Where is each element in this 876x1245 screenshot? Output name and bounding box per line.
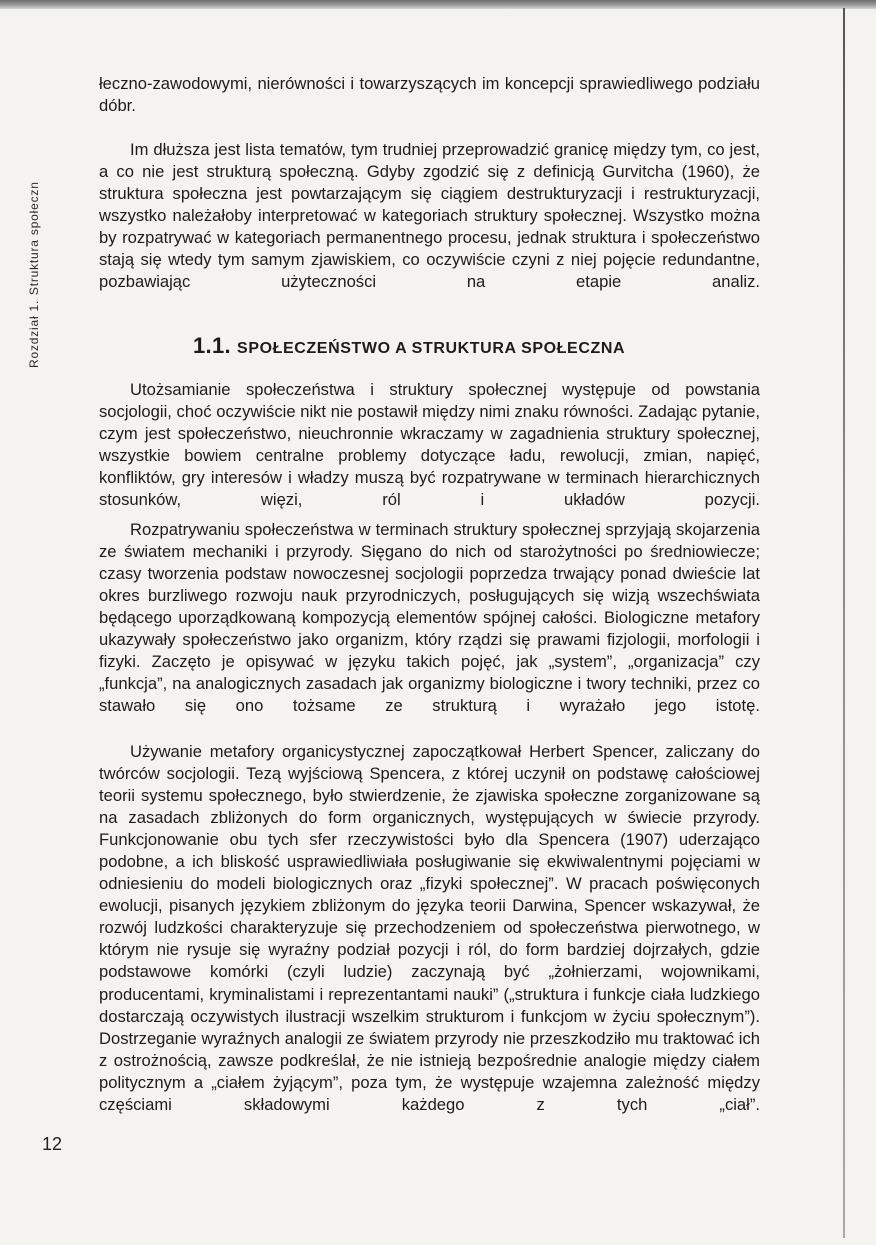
section-title: SPOŁECZEŃSTWO A STRUKTURA SPOŁECZNA bbox=[237, 340, 626, 357]
paragraph-mechanics-nature: Rozpatrywaniu społeczeństwa w terminach struktury społecznej sprzyjają skojarzenia ze światem mechaniki i przyrody. Sięgano do nich od starożytności po średniowiecze; czasy tworzenia podstaw nowoczesnej socjologii poprzedza trwający ponad dwieście lat okres burzliwego rozwoju nauk przyrodniczych, posługujących się wizją wszechświata będącego uporządkowaną kompozycją elementów spójnej całości. Biologiczne metafory ukazywały społeczeństwo jako organizm, który rządzi się prawami fizjologii, morfologii i fizyki. Zaczęto je opisywać w języku takich pojęć, jak „system”, „organizacja” czy „funkcja”, na analogicznych zasadach jak organizmy biologiczne i twory techniki, przez co stawało się ono tożsame ze strukturą i wyrażało jego istotę. bbox=[99, 520, 760, 716]
paragraph-spencer: Używanie metafory organicystycznej zapoczątkował Herbert Spencer, zaliczany do twórców socjologii. Tezą wyjściową Spencera, z której uczynił on podstawę całościowej teorii systemu społecznego, było stwierdzenie, że zjawiska społeczne zorganizowane są na zasadach zbliżonych do form organicznych, występujących w świecie przyrody. Funkcjonowanie obu tych sfer rzeczywistości było dla Spencera (1907) uderzająco podobne, a ich bliskość usprawiedliwiała posługiwanie się ekwiwalentnymi pojęciami w odniesieniu do modeli biologicznych oraz „fizyki społecznej”. W pracach poświęconych ewolucji, pisanych językiem zbliżonym do języka teorii Darwina, Spencer wskazywał, że rozwój ludzkości charakteryzuje się przechodzeniem od społeczeństwa pierwotnego, w którym nie rysuje się wyraźny podział pozycji i ról, do form bardziej dojrzałych, gdzie podstawowe komórki (czyli ludzie) zaczynają być „żołnierzami, wojownikami, producentami, kryminalistami i reprezentantami nauki” („struktura i funkcje ciała ludzkiego dostarczają oczywistych ilustracji wszelkim strukturom i funkcjom w życiu społecznym”). Dostrzeganie wyraźnych analogii ze światem przyrody nie przeszkodziło mu traktować ich z ostrożnością, zawsze podkreślał, że nie istnieją bezpośrednie analogie między ciałem politycznym a „ciałem żyjącym”, poza tym, że występuje wzajemna zależność między częściami składowymi każdego z tych „ciał”. bbox=[99, 742, 760, 1114]
running-head-prefix: Rozdział 1. bbox=[27, 299, 41, 368]
scan-top-edge bbox=[0, 0, 876, 9]
paragraph-society-structure: Utożsamianie społeczeństwa i struktury społecznej występuje od powstania socjologii, choć oczywiście nikt nie postawił między nimi znaku równości. Zadając pytanie, czym jest społeczeństwo, nieuchronnie wkraczamy w zagadnienia struktury społecznej, wszystkie bowiem centralne problemy dotyczące ładu, rewolucji, zmian, napięć, konfliktów, gry interesów i władzy muszą być rozpatrywane w terminach hierarchicznych stosunków, więzi, ról i układów pozycji. bbox=[99, 380, 760, 510]
section-heading bbox=[193, 333, 625, 359]
running-head-title: Struktura społeczn bbox=[27, 181, 41, 296]
paragraph-continued: łeczno-zawodowymi, nierówności i towarzyszących im koncepcji sprawiedliwego podziału dóbr. bbox=[99, 74, 760, 116]
running-head bbox=[25, 181, 43, 368]
paragraph-gurvitch: Im dłuższa jest lista tematów, tym trudniej przeprowadzić granicę między tym, co jest, a co nie jest strukturą społeczną. Gdyby zgodzić się z definicją Gurvitcha (1960), że struktura społeczna jest powtarzającym się ciągiem destrukturyzacji i restrukturyzacji, wszystko należałoby interpretować w kategoriach struktury społecznej. Wszystko można by rozpatrywać w kategoriach permanentnego procesu, jednak struktura i społeczeństwo stają się wtedy tym samym zjawiskiem, co oczywiście czyni z niej pojęcie redundantne, pozbawiając użyteczności na etapie analiz. bbox=[99, 140, 760, 292]
page-number: 12 bbox=[42, 1134, 63, 1154]
page-right-edge bbox=[843, 8, 845, 1238]
section-number: 1.1. bbox=[193, 333, 231, 358]
